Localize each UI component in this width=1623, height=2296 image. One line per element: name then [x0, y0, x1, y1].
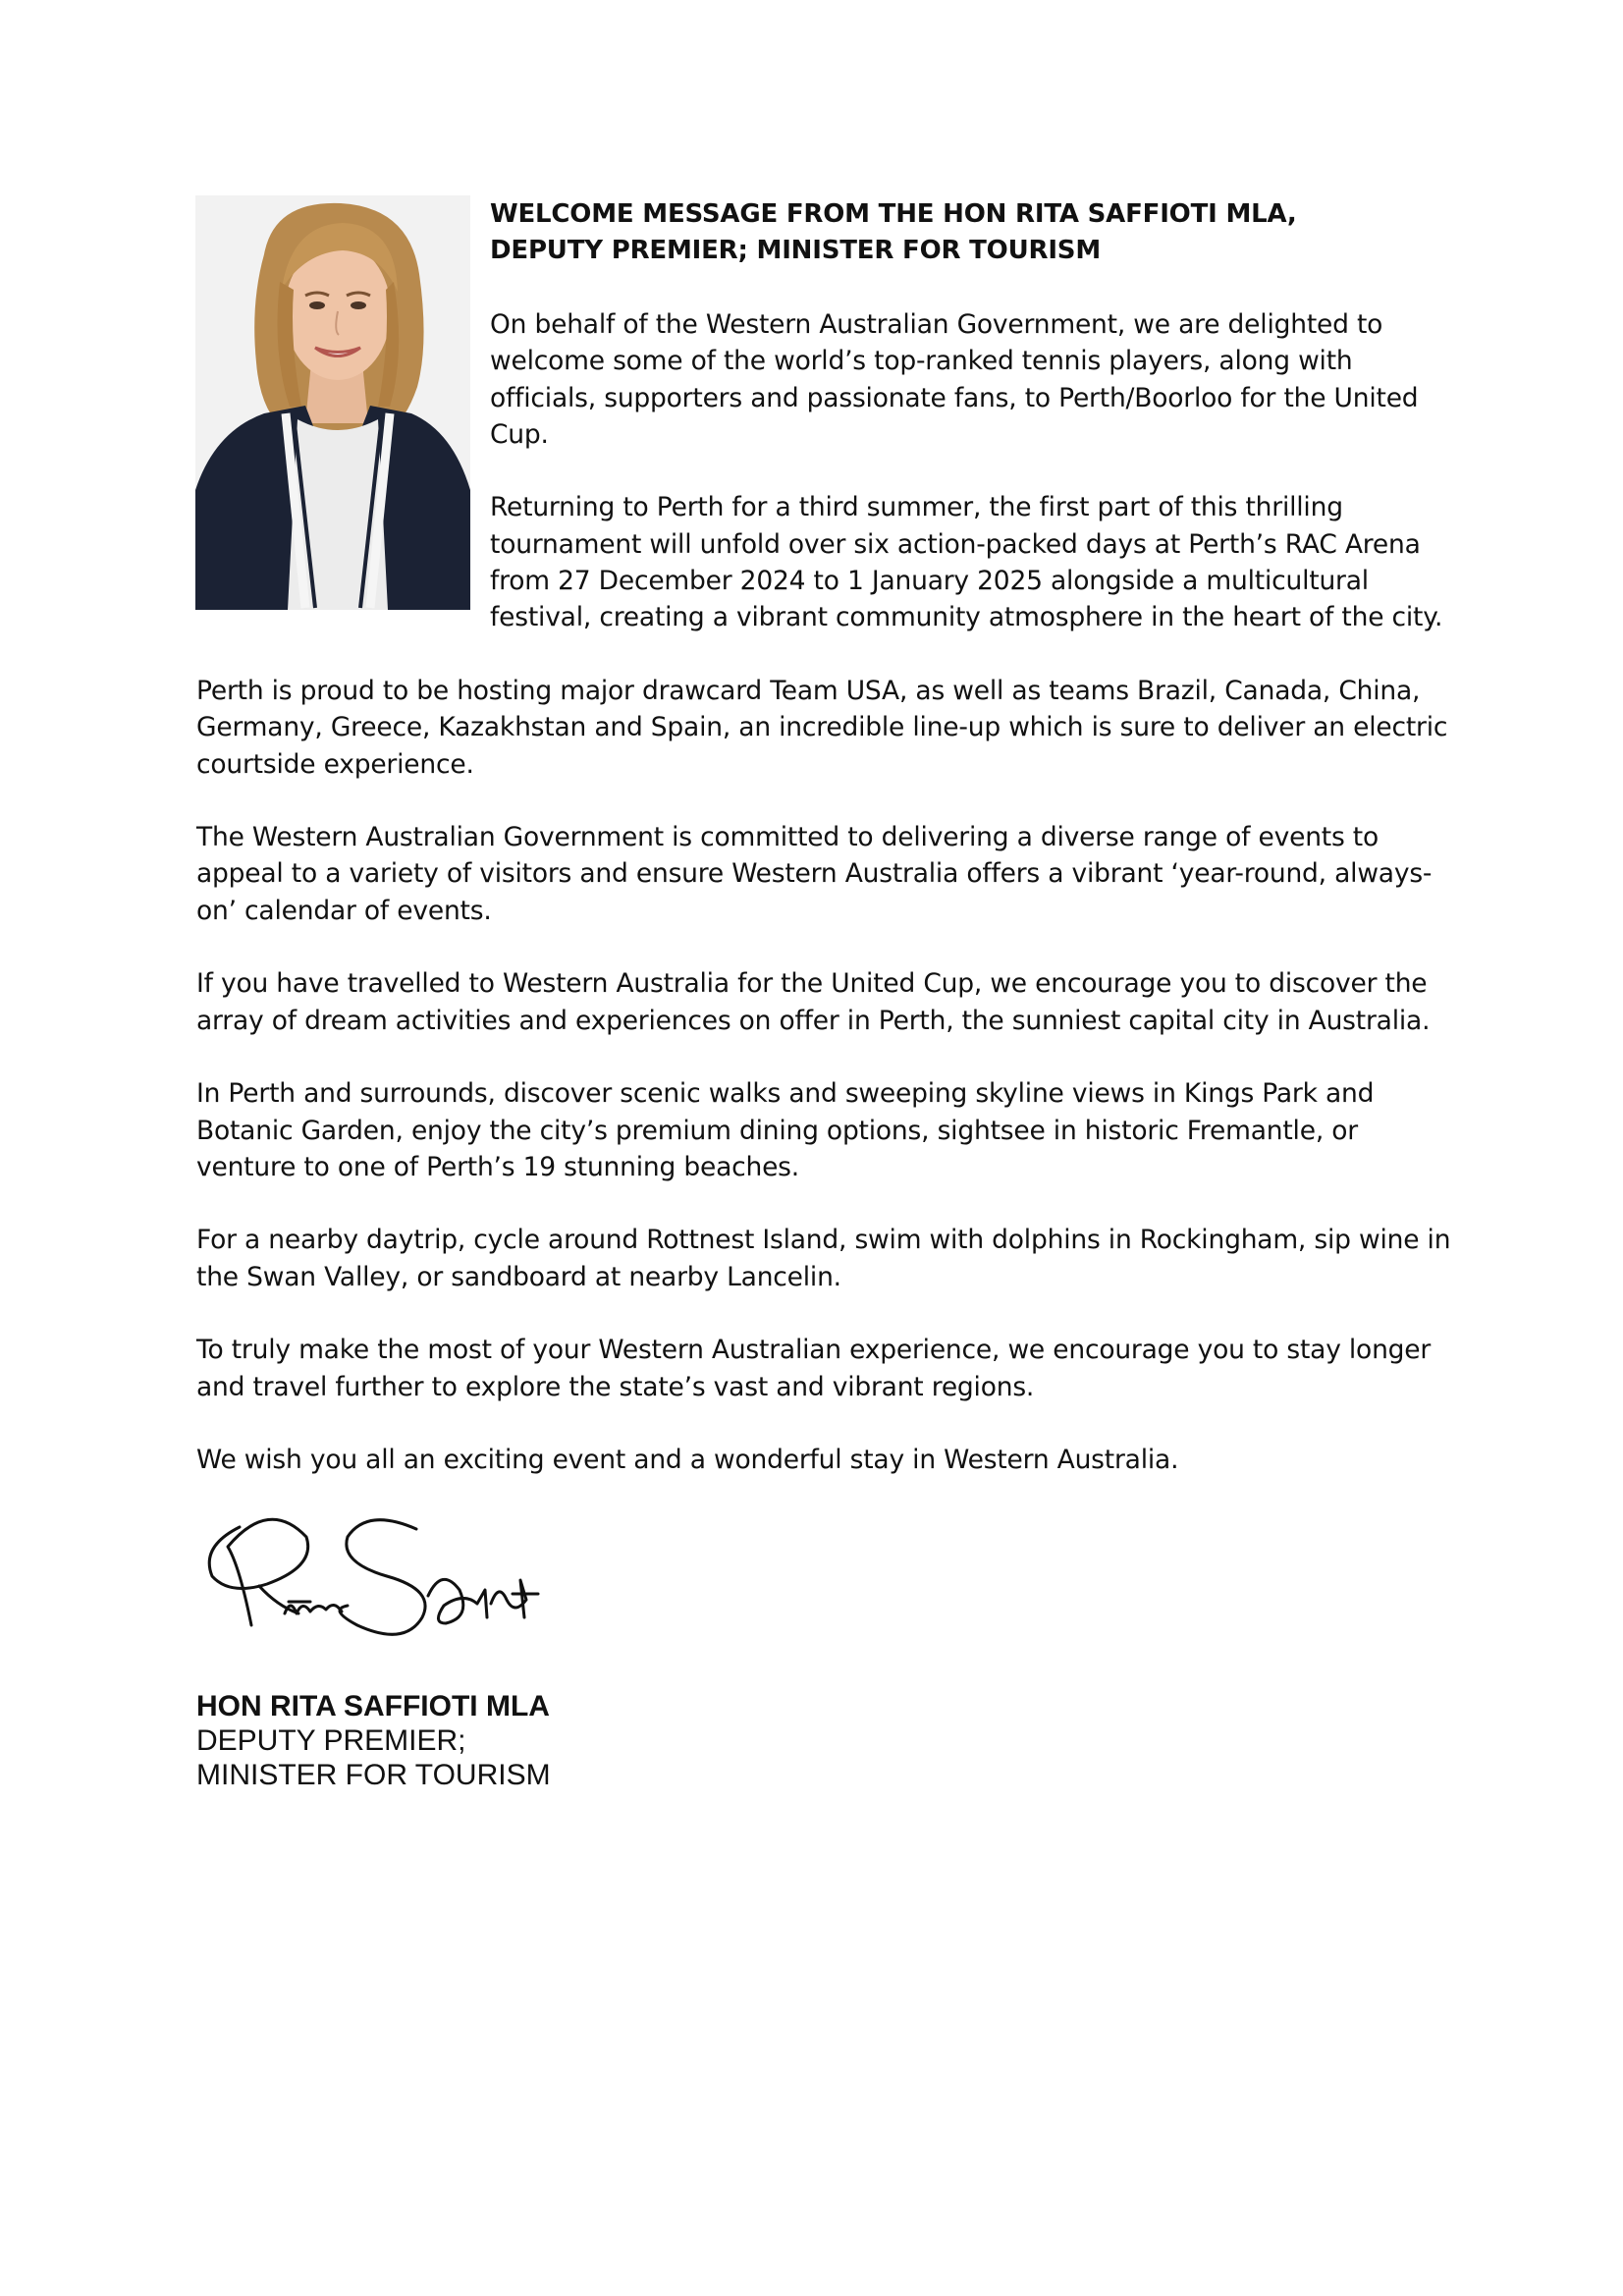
body-text	[196, 673, 1463, 1515]
signatory-block	[196, 1689, 785, 1792]
paragraph: On behalf of the Western Australian Government, we are delighted to welcome some of the world’s top-ranked tennis players, along with officials, supporters and passionate fans, to Perth/Boorloo for the United Cup.	[490, 309, 1419, 450]
paragraph: If you have travelled to Western Australia for the United Cup, we encourage you to discover the array of dream activities and experiences on offer in Perth, the sunniest capital city in Australia.	[196, 968, 1431, 1036]
signatory-title-line-2: MINISTER FOR TOURISM	[196, 1759, 551, 1791]
handwritten-signature	[200, 1507, 544, 1645]
paragraph: For a nearby daytrip, cycle around Rottnest Island, swim with dolphins in Rockingham, sip wine in the Swan Valley, or sandboard at nearby Lancelin.	[196, 1225, 1451, 1292]
paragraph: In Perth and surrounds, discover scenic walks and sweeping skyline views in Kings Park and Botanic Garden, enjoy the city’s premium dining options, sightsee in historic Fremantle, or venture to one of Perth’s 19 stunning beaches.	[196, 1078, 1375, 1182]
paragraph: We wish you all an exciting event and a wonderful stay in Western Australia.	[196, 1445, 1179, 1476]
paragraph: The Western Australian Government is committed to delivering a diverse range of events to appeal to a variety of visitors and ensure Western Australia offers a vibrant ‘year-round, always-on’ calendar of events.	[196, 822, 1433, 926]
portrait-photo	[195, 195, 470, 610]
signatory-name: HON RITA SAFFIOTI MLA	[196, 1690, 550, 1722]
paragraph: Perth is proud to be hosting major drawcard Team USA, as well as teams Brazil, Canada, China, Germany, Greece, Kazakhstan and Spain, an incredible line-up which is sure to deliver an electric courtside experience.	[196, 676, 1448, 780]
page-heading	[490, 196, 1452, 269]
signatory-title-line-1: DEPUTY PREMIER;	[196, 1724, 466, 1757]
intro-text	[490, 306, 1452, 673]
heading-line-2: DEPUTY PREMIER; MINISTER FOR TOURISM	[490, 236, 1101, 265]
paragraph: Returning to Perth for a third summer, the first part of this thrilling tournament will unfold over six action-packed days at Perth’s RAC Arena from 27 December 2024 to 1 January 2025 alongside a multicultural festival, creating a vibrant community atmosphere in the heart of the city.	[490, 492, 1443, 633]
paragraph: To truly make the most of your Western Australian experience, we encourage you to stay longer and travel further to explore the state’s vast and vibrant regions.	[196, 1335, 1432, 1402]
heading-line-1: WELCOME MESSAGE FROM THE HON RITA SAFFIOTI MLA,	[490, 199, 1297, 229]
